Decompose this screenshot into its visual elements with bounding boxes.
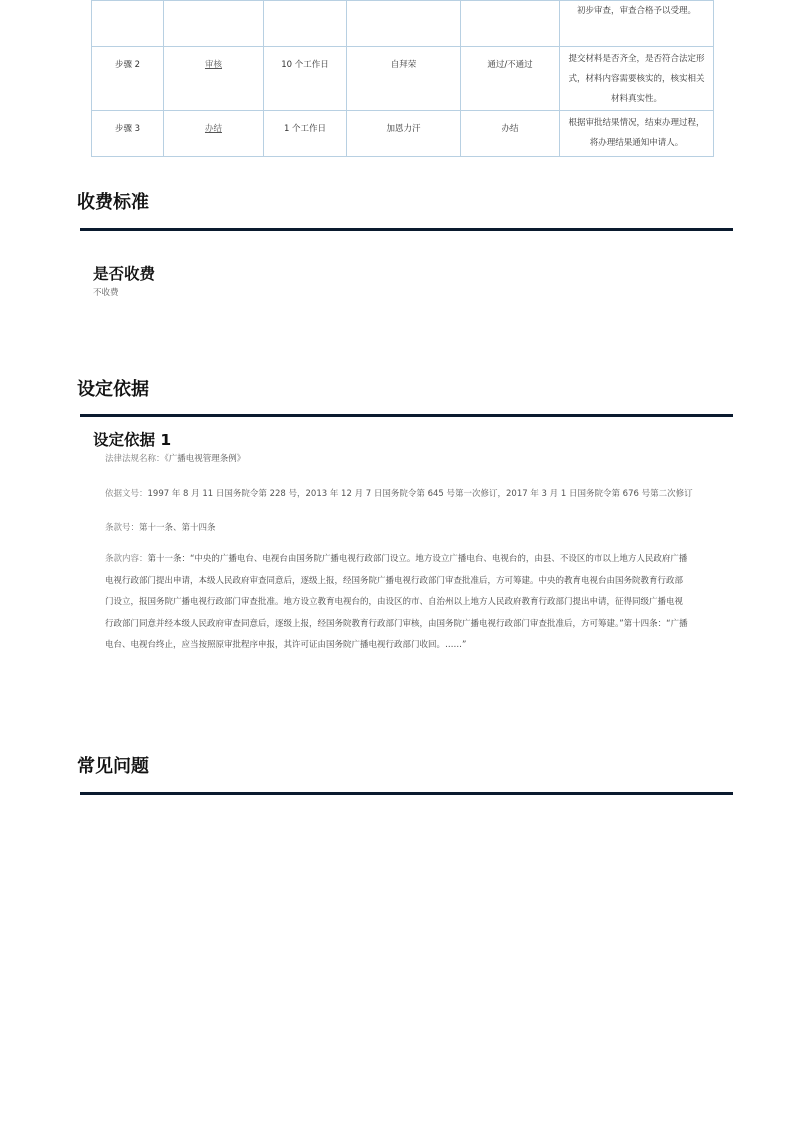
time-cell: 10 个工作日 (264, 47, 347, 111)
clause-number-row (105, 521, 216, 533)
fee-section-title: 收费标准 (77, 192, 149, 213)
step-cell: 步骤 2 (92, 47, 164, 111)
time-cell: 1 个工作日 (264, 111, 347, 157)
section-divider (80, 414, 733, 417)
action-cell (164, 1, 264, 47)
law-name-label: 法律法规名称： (105, 454, 165, 464)
table-row (92, 1, 714, 47)
fee-sub-title: 是否收费 (93, 265, 156, 283)
result-cell (461, 1, 560, 47)
basis-section-title: 设定依据 (77, 379, 149, 400)
action-link-complete[interactable]: 办结 (204, 124, 222, 134)
action-link-cell (164, 47, 264, 111)
description-cell: 提交材料是否齐全，是否符合法定形式，材料内容需要核实的，核实相关材料真实性。 (560, 47, 714, 111)
clause-content-value: 第十一条：“中央的广播电台、电视台由国务院广播电视行政部门设立。地方设立广播电台、电视台的，由县、不设区的市以上地方人民政府广播电视行政部门提出申请，本级人民政府审查同意后，逐级上报，经国务院广播电视行政部门审查批准后，方可筹建。中央的教育电视台由国务院教育行政部门设立，报国务院广播电视行政部门审查批准。地方设立教育电视台的，由设区的市、自治州以上地方人民政府教育行政部门提出申请，征得同级广播电视行政部门同意并经本级人民政府审查同意后，逐级上报，经国务院教育行政部门审核，由国务院广播电视行政部门审查批准后，方可筹建。”第十四条：“广播电台、电视台终止，应当按照原审批程序申报，其许可证由国务院广播电视行政部门收回。……” (105, 554, 688, 650)
person-cell: 加恩力汗 (347, 111, 461, 157)
section-divider (80, 228, 733, 231)
description-cell: 根据审批结果情况，结束办理过程，将办理结果通知申请人。 (560, 111, 714, 157)
result-cell: 通过/不通过 (461, 47, 560, 111)
action-link-cell (164, 111, 264, 157)
basis-sub-title: 设定依据 1 (93, 431, 172, 449)
doc-number-row (105, 487, 693, 499)
step-cell: 步骤 3 (92, 111, 164, 157)
person-cell: 自拜荣 (347, 47, 461, 111)
clause-number-label: 条款号： (105, 523, 140, 533)
law-name-row (105, 452, 245, 464)
time-cell (264, 1, 347, 47)
law-name-value: 《广播电视管理条例》 (164, 454, 246, 464)
description-cell: 初步审查，审查合格予以受理。 (560, 1, 714, 47)
person-cell (347, 1, 461, 47)
table-row (92, 47, 714, 111)
faq-section-title: 常见问题 (77, 756, 149, 777)
section-divider (80, 792, 733, 795)
doc-number-label: 依据文号： (105, 489, 148, 499)
clause-content-row (105, 549, 691, 657)
process-steps-table (91, 0, 714, 157)
clause-number-value: 第十一条、第十四条 (139, 523, 216, 533)
doc-number-value: 1997 年 8 月 11 日国务院令第 228 号，2013 年 12 月 7 日国务院令第 645 号第一次修订，2017 年 3 月 1 日国务院令第 676 号第二次修订 (147, 489, 693, 499)
result-cell: 办结 (461, 111, 560, 157)
fee-value: 不收费 (93, 288, 119, 298)
table-row (92, 111, 714, 157)
clause-content-label: 条款内容： (105, 554, 148, 564)
action-link-review[interactable]: 审核 (204, 60, 222, 70)
step-cell (92, 1, 164, 47)
